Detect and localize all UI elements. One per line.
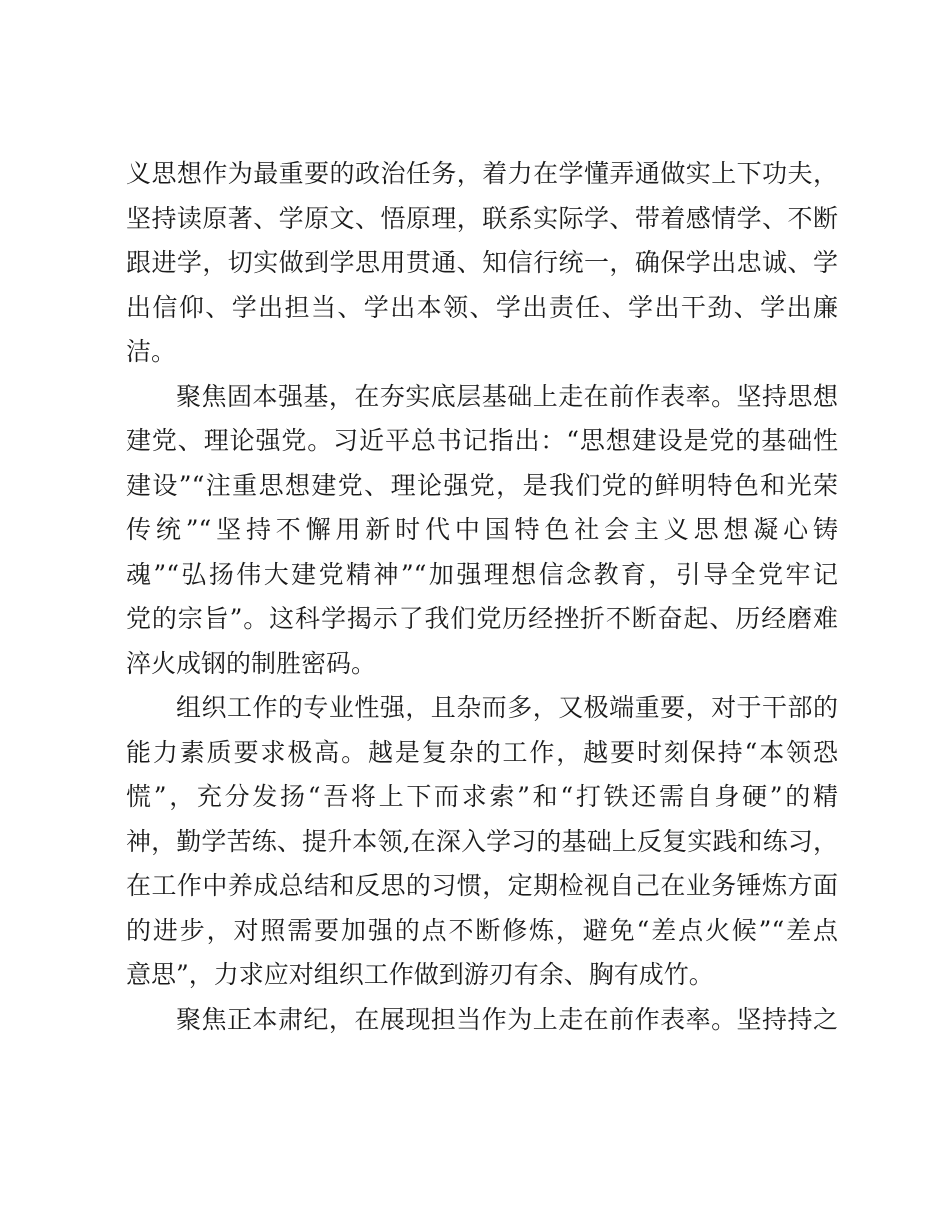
text-line: 淬火成钢的制胜密码。 [126, 648, 377, 678]
text-line: 传统”“坚持不懈用新时代中国特色社会主义思想凝心铸 [126, 515, 838, 544]
text-line: 聚焦固本强基，在夯实底层基础上走在前作表率。坚持思想 [176, 381, 838, 411]
text-line: 聚焦正本肃纪，在展现担当作为上走在前作表率。坚持持之 [176, 1004, 838, 1034]
text-line: 建设”“注重思想建党、理论强党，是我们党的鲜明特色和光荣 [126, 470, 838, 500]
text-line: 洁。 [126, 337, 177, 366]
text-line: 坚持读原著、学原文、悟原理，联系实际学、带着感情学、不断 [126, 203, 838, 233]
text-line: 在工作中养成总结和反思的习惯，定期检视自己在业务锤炼方面 [126, 871, 838, 900]
text-line: 组织工作的专业性强，且杂而多，又极端重要，对于干部的 [176, 693, 838, 722]
text-line: 神，勤学苦练、提升本领,在深入学习的基础上反复实践和练习， [126, 826, 838, 856]
text-line: 的进步，对照需要加强的点不断修炼，避免“差点火候”“差点 [126, 915, 838, 945]
text-line: 党的宗旨”。这科学揭示了我们党历经挫折不断奋起、历经磨难 [126, 604, 838, 633]
text-line: 能力素质要求极高。越是复杂的工作，越要时刻保持“本领恐 [126, 737, 838, 767]
text-line: 建党、理论强党。习近平总书记指出：“思想建设是党的基础性 [126, 426, 838, 455]
text-line: 魂”“弘扬伟大建党精神”“加强理想信念教育，引导全党牢记 [126, 559, 838, 589]
text-line: 跟进学，切实做到学思用贯通、知信行统一，确保学出忠诚、学 [126, 248, 838, 277]
text-line: 义思想作为最重要的政治任务，着力在学懂弄通做实上下功夫， [126, 159, 838, 188]
text-line: 意思”，力求应对组织工作做到游刃有余、胸有成竹。 [126, 960, 714, 989]
text-line: 出信仰、学出担当、学出本领、学出责任、学出干劲、学出廉 [126, 292, 838, 322]
body-text [126, 152, 838, 1042]
text-line: 慌”，充分发扬“吾将上下而求索”和“打铁还需自身硬”的精 [126, 782, 838, 811]
